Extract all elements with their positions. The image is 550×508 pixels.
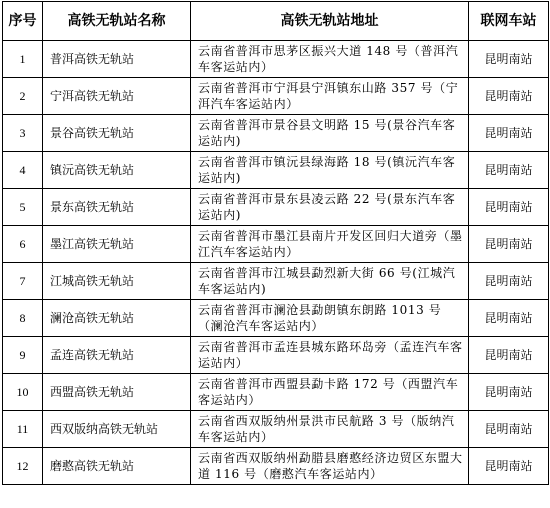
table-row <box>3 411 549 448</box>
table-row <box>3 337 549 374</box>
header-no: 序号 <box>3 2 43 41</box>
row-hub: 昆明南站 <box>469 374 549 411</box>
table-row <box>3 41 549 78</box>
table-row <box>3 78 549 115</box>
row-name: 景谷高铁无轨站 <box>43 115 191 152</box>
table-row <box>3 300 549 337</box>
row-hub: 昆明南站 <box>469 226 549 263</box>
row-address: 云南省普洱市镇沅县绿海路 18 号(镇沅汽车客运站内) <box>191 152 469 189</box>
row-hub: 昆明南站 <box>469 115 549 152</box>
row-no: 5 <box>3 189 43 226</box>
row-address: 云南省普洱市墨江县南片开发区回归大道旁（墨江汽车客运站内） <box>191 226 469 263</box>
row-no: 12 <box>3 448 43 485</box>
row-name: 西盟高铁无轨站 <box>43 374 191 411</box>
row-no: 10 <box>3 374 43 411</box>
row-no: 8 <box>3 300 43 337</box>
row-no: 7 <box>3 263 43 300</box>
row-hub: 昆明南站 <box>469 263 549 300</box>
row-address: 云南省西双版纳州景洪市民航路 3 号（版纳汽车客运站内） <box>191 411 469 448</box>
header-hub: 联网车站 <box>469 2 549 41</box>
row-address: 云南省普洱市江城县勐烈新大街 66 号(江城汽车客运站内) <box>191 263 469 300</box>
table-row <box>3 374 549 411</box>
row-address: 云南省普洱市思茅区振兴大道 148 号（普洱汽车客运站内） <box>191 41 469 78</box>
row-name: 西双版纳高铁无轨站 <box>43 411 191 448</box>
row-name: 宁洱高铁无轨站 <box>43 78 191 115</box>
row-hub: 昆明南站 <box>469 448 549 485</box>
row-name: 江城高铁无轨站 <box>43 263 191 300</box>
row-no: 3 <box>3 115 43 152</box>
table-row <box>3 226 549 263</box>
row-no: 4 <box>3 152 43 189</box>
header-name: 高铁无轨站名称 <box>43 2 191 41</box>
row-hub: 昆明南站 <box>469 78 549 115</box>
row-address: 云南省普洱市孟连县城东路环岛旁（孟连汽车客运站内） <box>191 337 469 374</box>
table-row <box>3 448 549 485</box>
row-name: 镇沅高铁无轨站 <box>43 152 191 189</box>
row-address: 云南省西双版纳州勐腊县磨憨经济边贸区东盟大道 116 号（磨憨汽车客运站内） <box>191 448 469 485</box>
row-hub: 昆明南站 <box>469 41 549 78</box>
row-no: 9 <box>3 337 43 374</box>
row-no: 2 <box>3 78 43 115</box>
row-address: 云南省普洱市景东县凌云路 22 号(景东汽车客运站内) <box>191 189 469 226</box>
row-no: 11 <box>3 411 43 448</box>
row-name: 磨憨高铁无轨站 <box>43 448 191 485</box>
row-hub: 昆明南站 <box>469 152 549 189</box>
row-address: 云南省普洱市澜沧县勐朗镇东朗路 1013 号（澜沧汽车客运站内） <box>191 300 469 337</box>
row-address: 云南省普洱市西盟县勐卡路 172 号（西盟汽车客运站内） <box>191 374 469 411</box>
row-name: 墨江高铁无轨站 <box>43 226 191 263</box>
row-hub: 昆明南站 <box>469 337 549 374</box>
header-row <box>3 2 549 41</box>
table-row <box>3 263 549 300</box>
row-hub: 昆明南站 <box>469 189 549 226</box>
row-address: 云南省普洱市宁洱县宁洱镇东山路 357 号（宁洱汽车客运站内） <box>191 78 469 115</box>
row-name: 景东高铁无轨站 <box>43 189 191 226</box>
row-hub: 昆明南站 <box>469 300 549 337</box>
row-no: 6 <box>3 226 43 263</box>
row-no: 1 <box>3 41 43 78</box>
header-address: 高铁无轨站地址 <box>191 2 469 41</box>
table-row <box>3 152 549 189</box>
row-name: 孟连高铁无轨站 <box>43 337 191 374</box>
station-table <box>2 1 549 485</box>
table-row <box>3 115 549 152</box>
table-row <box>3 189 549 226</box>
row-name: 普洱高铁无轨站 <box>43 41 191 78</box>
row-address: 云南省普洱市景谷县文明路 15 号(景谷汽车客运站内) <box>191 115 469 152</box>
row-name: 澜沧高铁无轨站 <box>43 300 191 337</box>
row-hub: 昆明南站 <box>469 411 549 448</box>
